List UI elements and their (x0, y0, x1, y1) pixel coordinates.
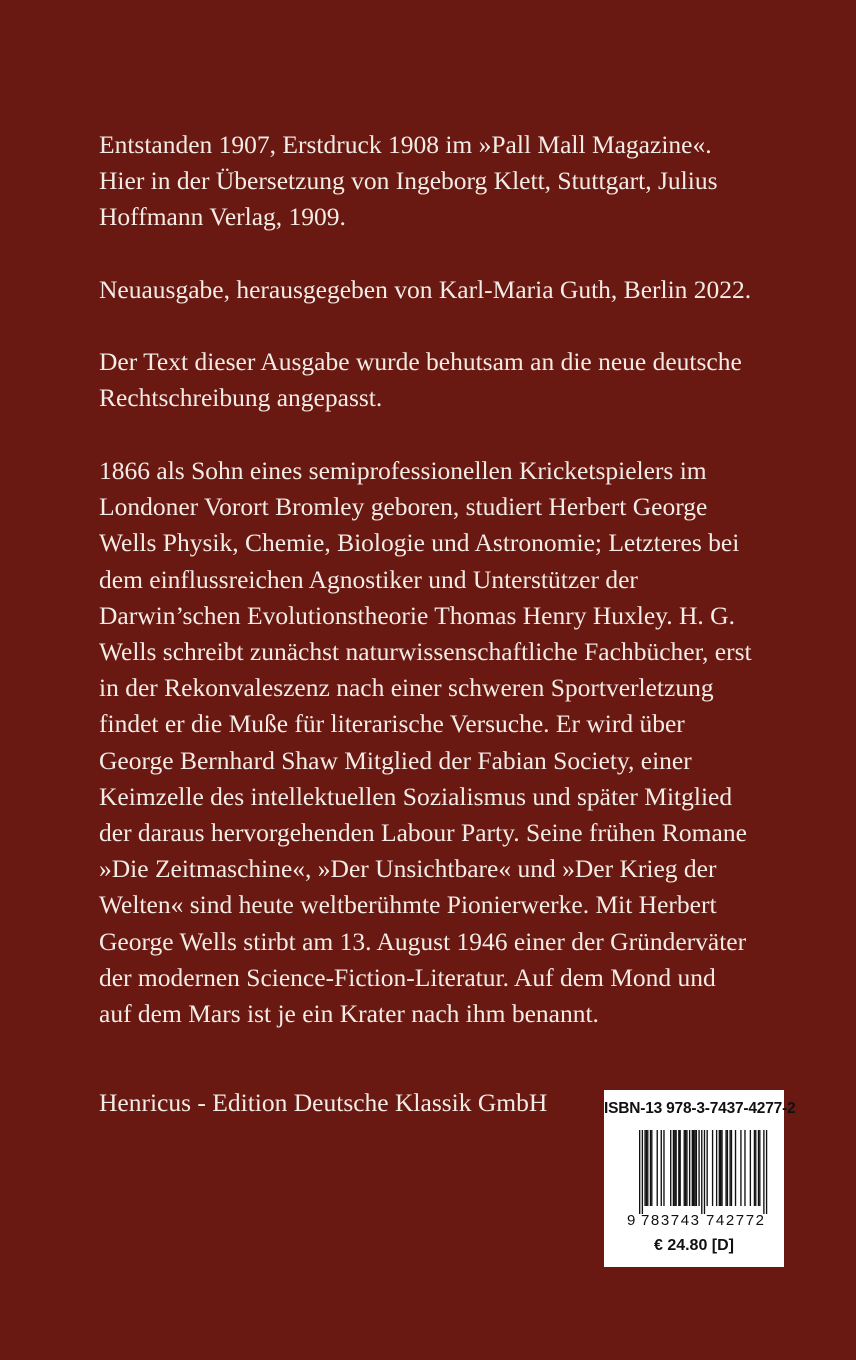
barcode-bar (657, 1130, 658, 1206)
barcode-digit-first: 9 (627, 1212, 636, 1229)
barcode (604, 1130, 784, 1230)
barcode-digits-right: 742772 (706, 1212, 764, 1229)
barcode-bar (685, 1130, 686, 1206)
barcode-bar (661, 1130, 662, 1206)
text-line: Entstanden 1907, Erstdruck 1908 im »Pall Mall Magazine«. (99, 130, 712, 159)
barcode-bar (692, 1130, 693, 1206)
barcode-bar (663, 1130, 664, 1206)
barcode-guard-bar (642, 1130, 643, 1214)
barcode-bar (644, 1130, 645, 1206)
barcode-bar (716, 1130, 717, 1206)
text-line: Darwin’schen Evolutionstheorie Thomas Henry Huxley. H. G. (99, 600, 735, 630)
barcode-bar (673, 1130, 674, 1206)
text-line: Welten« sind heute weltberühmte Pionierwerke. Mit Herbert (99, 890, 717, 920)
barcode-bar (740, 1130, 741, 1206)
paragraph-author-bio (99, 453, 799, 1032)
barcode-bar (729, 1130, 730, 1206)
barcode-bar (698, 1130, 699, 1206)
text-line: Keimzelle des intellektuellen Sozialismus und später Mitglied (99, 781, 733, 811)
barcode-bar (689, 1130, 690, 1206)
text-line: 1866 als Sohn eines semiprofessionellen Kricketspielers im (99, 456, 707, 485)
text-line: dem einflussreichen Agnostiker und Unterstützer der (99, 564, 638, 594)
text-line: Hoffmann Verlag, 1909. (99, 202, 346, 232)
barcode-bar (646, 1130, 647, 1206)
barcode-guard-bar (766, 1130, 767, 1214)
text-line: Londoner Vorort Bromley geboren, studiert Herbert George (99, 492, 708, 522)
barcode-bar (707, 1130, 708, 1206)
paragraph-spelling-note (99, 344, 799, 416)
barcode-bar (721, 1130, 722, 1206)
barcode-guard-bar (639, 1130, 640, 1214)
barcode-bar (651, 1130, 652, 1206)
barcode-bar (647, 1130, 648, 1206)
publisher-line: Henricus - Edition Deutsche Klassik GmbH (99, 1088, 548, 1117)
text-line: findet er die Muße für literarische Versuche. Er wird über (99, 709, 685, 739)
barcode-bar (750, 1130, 751, 1206)
text-line: der modernen Science-Fiction-Literatur. Auf dem Mond und (99, 962, 716, 992)
text-line: George Wells stirbt am 13. August 1946 einer der Gründerväter (99, 926, 747, 956)
text-line: Hier in der Übersetzung von Ingeborg Klett, Stuttgart, Julius (99, 166, 718, 196)
barcode-bar (686, 1130, 687, 1206)
text-line: George Bernhard Shaw Mitglied der Fabian Society, einer (99, 745, 692, 775)
text-line: Rechtschreibung angepasst. (99, 383, 383, 413)
text-line: Wells schreibt zunächst naturwissenschaftliche Fachbücher, erst (99, 637, 752, 667)
barcode-bar (680, 1130, 681, 1206)
isbn-label: ISBN-13 978-3-7437-4277-2 (604, 1100, 796, 1117)
text-line: der daraus hervorgehenden Labour Party. Seine frühen Romane (99, 818, 747, 848)
barcode-bar (758, 1130, 759, 1206)
barcode-bar (712, 1130, 713, 1206)
barcode-bar (670, 1130, 671, 1206)
barcode-guard-bar (763, 1130, 764, 1214)
barcode-bar (731, 1130, 732, 1206)
barcode-bar (694, 1130, 695, 1206)
text-line: Neuausgabe, herausgegeben von Karl-Maria Guth, Berlin 2022. (99, 275, 752, 304)
text-line: auf dem Mars ist je ein Krater nach ihm benannt. (99, 999, 599, 1029)
barcode-bar (744, 1130, 745, 1206)
barcode-bar (684, 1130, 685, 1206)
barcode-digits-left: 783743 (641, 1212, 699, 1229)
barcode-bar (675, 1130, 676, 1206)
barcode-bar (725, 1130, 726, 1206)
barcode-bar (678, 1130, 679, 1206)
barcode-bar (755, 1130, 756, 1206)
text-line: Der Text dieser Ausgabe wurde behutsam an die neue deutsche (99, 347, 742, 376)
barcode-bar (693, 1130, 694, 1206)
paragraph-edition (99, 272, 799, 308)
paragraph-origin (99, 127, 799, 236)
barcode-bar (719, 1130, 720, 1206)
text-line: Wells Physik, Chemie, Biologie und Astronomie; Letzteres bei (99, 528, 740, 558)
barcode-bars (639, 1130, 767, 1214)
price-label: € 24.80 [D] (653, 1237, 735, 1254)
barcode-bar (720, 1130, 721, 1206)
barcode-guard-bar (701, 1130, 702, 1214)
barcode-bar (759, 1130, 760, 1206)
barcode-bar (735, 1130, 736, 1206)
barcode-bar (727, 1130, 728, 1206)
barcode-bar (650, 1130, 651, 1206)
barcode-guard-bar (704, 1130, 705, 1214)
barcode-bar (674, 1130, 675, 1206)
text-line: »Die Zeitmaschine«, »Der Unsichtbare« und »Der Krieg der (99, 854, 717, 884)
barcode-bar (754, 1130, 755, 1206)
barcode-bar (696, 1130, 697, 1206)
isbn-barcode-box (604, 1090, 796, 1267)
text-line: in der Rekonvaleszenz nach einer schweren Sportverletzung (99, 673, 714, 703)
